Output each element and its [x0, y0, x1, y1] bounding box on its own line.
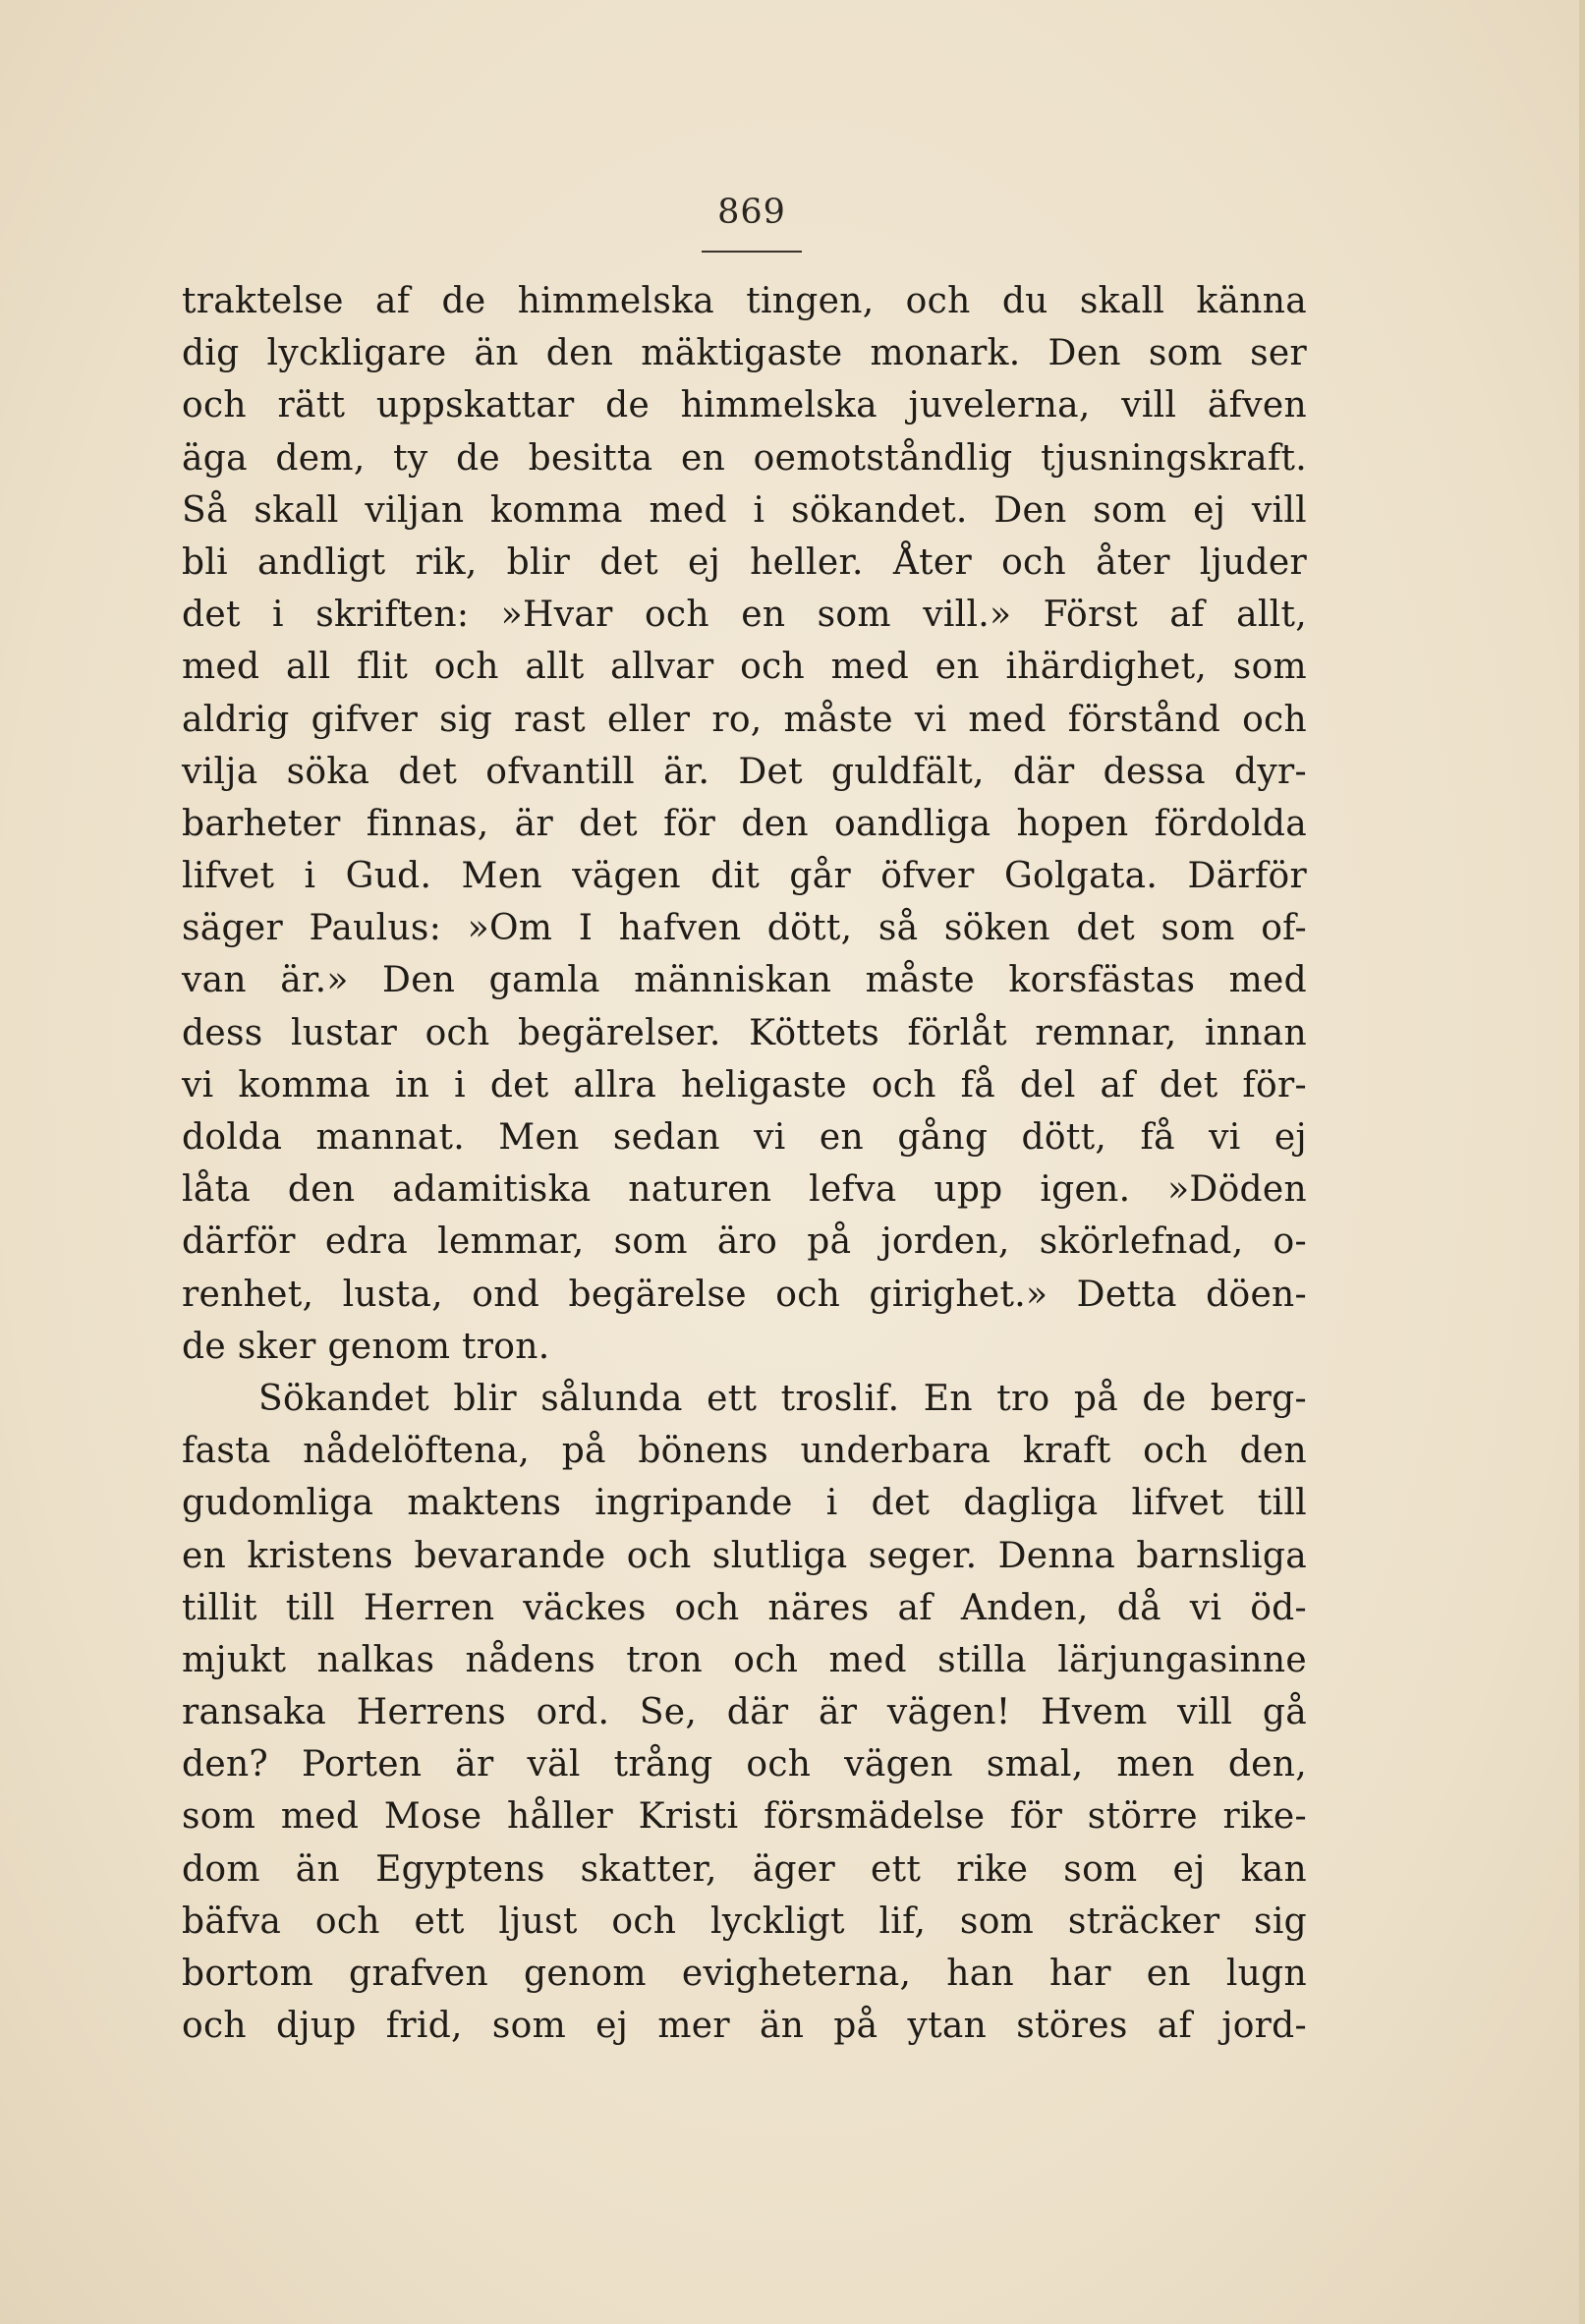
text-line: lifvet i Gud. Men vägen dit går öfver Golgata. Därför: [182, 856, 1307, 897]
text-line: och djup frid, som ej mer än på ytan störes af jord-: [182, 2006, 1307, 2047]
text-line: dom än Egyptens skatter, äger ett rike som ej kan: [182, 1848, 1307, 1890]
text-line: dess lustar och begärelser. Köttets förlåt remnar, innan: [182, 1012, 1307, 1053]
text-line: därför edra lemmar, som äro på jorden, skörlefnad, o-: [182, 1221, 1307, 1263]
text-line: bäfva och ett ljust och lyckligt lif, som sträcker sig: [182, 1900, 1307, 1942]
text-line: van är.» Den gamla människan måste korsfästas med: [182, 960, 1307, 1001]
text-line: och rätt uppskattar de himmelska juvelerna, vill äfven: [182, 385, 1307, 426]
text-line: renhet, lusta, ond begärelse och girighet.» Detta döen-: [182, 1274, 1307, 1315]
text-line: mjukt nalkas nådens tron och med stilla lärjungasinne: [182, 1639, 1307, 1680]
text-line: det i skriften: »Hvar och en som vill.» Först af allt,: [182, 595, 1307, 636]
page-number: 869: [717, 193, 786, 232]
text-line: vilja söka det ofvantill är. Det guldfält, där dessa dyr-: [182, 751, 1307, 792]
text-line: med all flit och allt allvar och med en ihärdighet, som: [182, 647, 1307, 688]
page-number-rule: [702, 251, 802, 253]
text-line: en kristens bevarande och slutliga seger. Denna barnsliga: [182, 1535, 1307, 1576]
text-line: äga dem, ty de besitta en oemotståndlig tjusningskraft.: [182, 437, 1307, 479]
text-line: dig lyckligare än den mäktigaste monark. Den som ser: [182, 333, 1307, 374]
paragraph-end-line: de sker genom tron.: [182, 1326, 550, 1367]
text-line: säger Paulus: »Om I hafven dött, så söken det som of-: [182, 908, 1307, 949]
text-line: dolda mannat. Men sedan vi en gång dött, få vi ej: [182, 1117, 1307, 1158]
text-line: traktelse af de himmelska tingen, och du skall känna: [182, 281, 1307, 321]
body-text: [182, 275, 1307, 2052]
text-line: vi komma in i det allra heligaste och få del af det för-: [182, 1064, 1307, 1105]
paragraph-start-line: Sökandet blir sålunda ett troslif. En tro på de berg-: [258, 1378, 1307, 1419]
text-line: låta den adamitiska naturen lefva upp igen. »Döden: [182, 1169, 1307, 1211]
text-line: bortom grafven genom evigheterna, han har en lugn: [182, 1954, 1307, 1994]
text-line: gudomliga maktens ingripande i det dagliga lifvet till: [182, 1483, 1307, 1524]
text-line: Så skall viljan komma med i sökandet. Den som ej vill: [182, 489, 1307, 531]
text-line: fasta nådelöftena, på bönens underbara kraft och den: [182, 1431, 1307, 1472]
text-line: ransaka Herrens ord. Se, där är vägen! Hvem vill gå: [182, 1692, 1307, 1733]
text-line: som med Mose håller Kristi försmädelse för större rike-: [182, 1796, 1307, 1838]
page-edge: [1579, 0, 1585, 2324]
text-line: bli andligt rik, blir det ej heller. Åter och åter ljuder: [182, 541, 1307, 583]
text-line: den? Porten är väl trång och vägen smal, men den,: [182, 1744, 1307, 1786]
text-line: aldrig gifver sig rast eller ro, måste vi med förstånd och: [182, 699, 1307, 740]
text-line: tillit till Herren väckes och näres af Anden, då vi öd-: [182, 1587, 1307, 1628]
text-line: barheter finnas, är det för den oandliga hopen fördolda: [182, 803, 1307, 844]
